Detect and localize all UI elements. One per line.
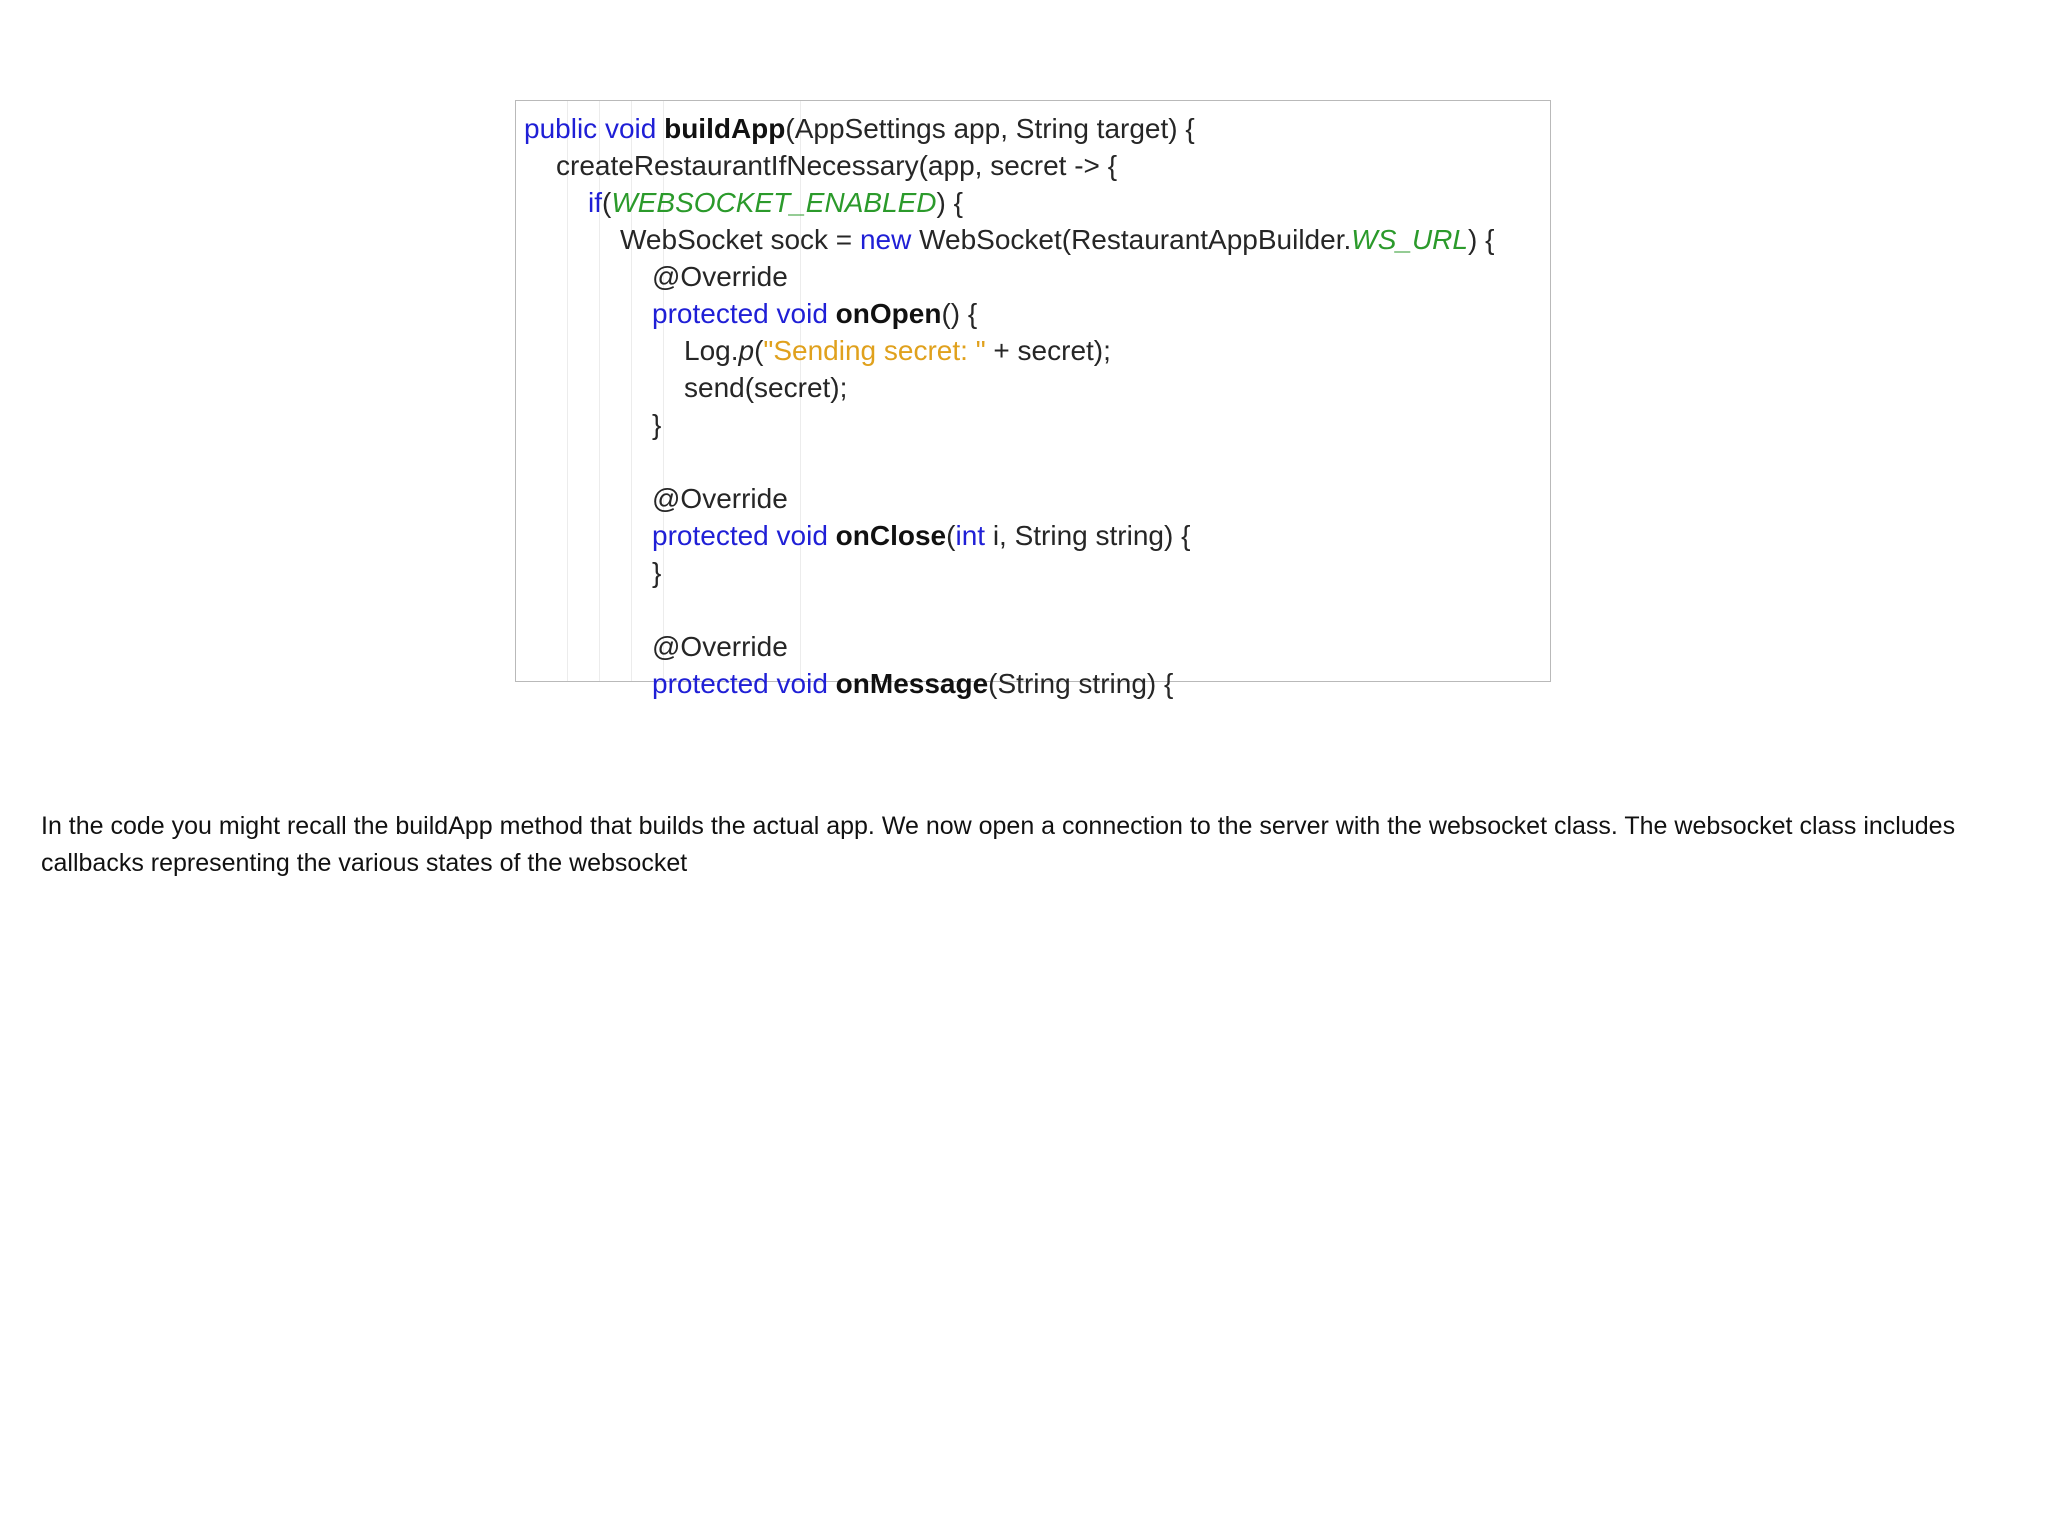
code-line xyxy=(652,628,788,665)
code-token: onMessage xyxy=(835,668,989,699)
code-token: i, String string) { xyxy=(985,520,1191,551)
code-token: WS_URL xyxy=(1351,224,1468,255)
code-line xyxy=(652,517,1190,554)
code-token: } xyxy=(652,557,662,588)
code-token: (AppSettings app, String target) { xyxy=(785,113,1195,144)
code-token: @Override xyxy=(652,631,788,662)
code-token: if xyxy=(588,187,602,218)
code-line xyxy=(652,295,977,332)
code-line xyxy=(652,554,661,591)
code-token: ) { xyxy=(936,187,963,218)
slide-notes-text: In the code you might recall the buildApp method that builds the actual app. We now open a connection to the server with the websocket class. The websocket class includes callbacks representing the various states of the websocket xyxy=(41,812,1956,877)
code-line xyxy=(588,184,963,221)
code-token: send(secret); xyxy=(684,372,848,403)
code-token: int xyxy=(955,520,986,551)
code-token: ( xyxy=(946,520,956,551)
code-line xyxy=(684,332,1111,369)
code-token: onOpen xyxy=(835,298,942,329)
code-token: protected void xyxy=(652,520,836,551)
code-line xyxy=(652,480,788,517)
code-line xyxy=(524,110,1195,147)
code-token: protected void xyxy=(652,298,836,329)
code-token: ) { xyxy=(1467,224,1495,255)
code-line xyxy=(652,406,661,443)
code-line xyxy=(620,221,1494,258)
code-token: "Sending secret: " xyxy=(763,335,986,366)
code-line xyxy=(684,369,847,406)
code-token: p xyxy=(738,335,755,366)
code-token: WebSocket sock = xyxy=(620,224,860,255)
code-token: Log. xyxy=(684,335,739,366)
code-token: () { xyxy=(941,298,978,329)
code-token: @Override xyxy=(652,483,788,514)
code-token: WebSocket(RestaurantAppBuilder. xyxy=(911,224,1352,255)
code-token: (String string) { xyxy=(988,668,1174,699)
code-line xyxy=(556,147,1117,184)
code-token: buildApp xyxy=(664,113,786,144)
code-line xyxy=(652,665,1173,702)
code-token: public void xyxy=(524,113,665,144)
code-screenshot xyxy=(515,100,1551,699)
code-line xyxy=(652,258,788,295)
code-token: @Override xyxy=(652,261,788,292)
code-token: + secret); xyxy=(985,335,1111,366)
code-token: WEBSOCKET_ENABLED xyxy=(611,187,937,218)
code-token: new xyxy=(859,224,912,255)
code-token: protected void xyxy=(652,668,836,699)
indent-guide xyxy=(567,101,568,681)
code-token: } xyxy=(652,409,662,440)
code-token: onClose xyxy=(835,520,947,551)
code-token: ( xyxy=(754,335,764,366)
code-token: createRestaurantIfNecessary(app, secret -> { xyxy=(556,150,1118,181)
code-token: ( xyxy=(602,187,612,218)
